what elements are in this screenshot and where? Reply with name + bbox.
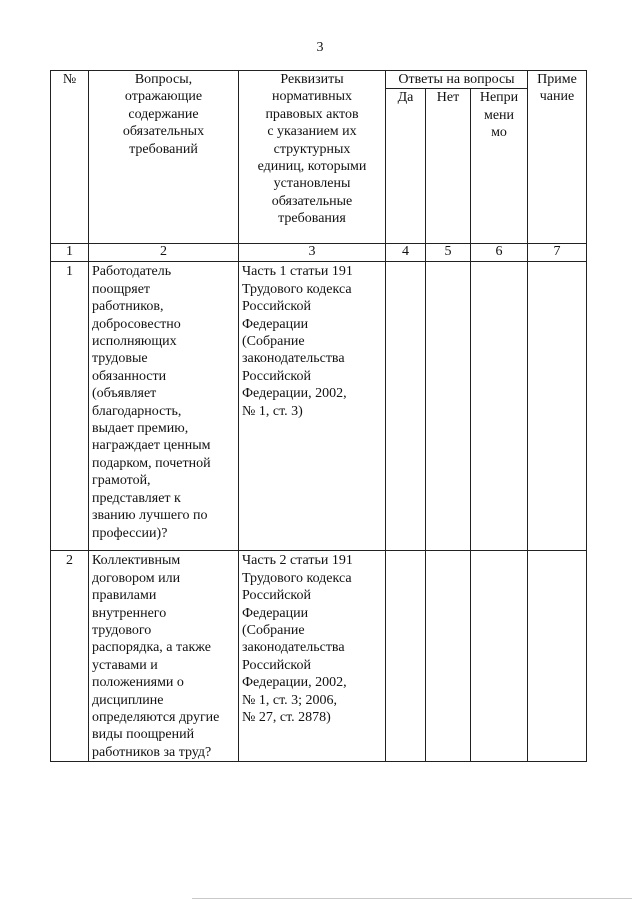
table-row [51, 262, 587, 551]
requirements-table [50, 70, 587, 762]
row-question: Коллективным договором или правилами внутреннего трудового распорядка, а также уставами и положениями о дисциплине определяются другие виды поощрений работников за труд? [89, 551, 239, 762]
column-number: 4 [386, 244, 426, 262]
column-number: 3 [239, 244, 386, 262]
answer-no-cell[interactable] [426, 262, 471, 551]
answer-yes-cell[interactable] [386, 551, 426, 762]
row-reference: Часть 2 статьи 191 Трудового кодекса Российской Федерации (Собрание законодательства Российской Федерации, 2002, № 1, ст. 3; 2006, № 27, ст. 2878) [239, 551, 386, 762]
table-row [51, 551, 587, 762]
column-number: 7 [528, 244, 587, 262]
header-questions: Вопросы, отражающие содержание обязательных требований [89, 71, 239, 244]
column-number: 5 [426, 244, 471, 262]
row-reference: Часть 1 статьи 191 Трудового кодекса Российской Федерации (Собрание законодательства Российской Федерации, 2002, № 1, ст. 3) [239, 262, 386, 551]
answer-yes-cell[interactable] [386, 262, 426, 551]
row-number: 2 [51, 551, 89, 762]
page-number: 3 [316, 40, 324, 55]
header-not-applicable: Непри мени мо [471, 89, 528, 244]
header-yes: Да [386, 89, 426, 244]
header-number: № [51, 71, 89, 244]
header-answers: Ответы на вопросы [386, 71, 528, 89]
header-no: Нет [426, 89, 471, 244]
note-cell[interactable] [528, 551, 587, 762]
column-number: 2 [89, 244, 239, 262]
answer-not-applicable-cell[interactable] [471, 262, 528, 551]
note-cell[interactable] [528, 262, 587, 551]
row-question: Работодатель поощряет работников, добросовестно исполняющих трудовые обязанности (объявляет благодарность, выдает премию, награждает ценным подарком, почетной грамотой, представляет к званию лучшего по профессии)? [89, 262, 239, 551]
column-number: 1 [51, 244, 89, 262]
header-requisites: Реквизиты нормативных правовых актов с указанием их структурных единиц, которыми установлены обязательные требования [239, 71, 386, 244]
scan-edge-line [192, 898, 632, 899]
answer-no-cell[interactable] [426, 551, 471, 762]
row-number: 1 [51, 262, 89, 551]
header-note: Приме чание [528, 71, 587, 244]
column-number-row [51, 244, 587, 262]
column-number: 6 [471, 244, 528, 262]
answer-not-applicable-cell[interactable] [471, 551, 528, 762]
